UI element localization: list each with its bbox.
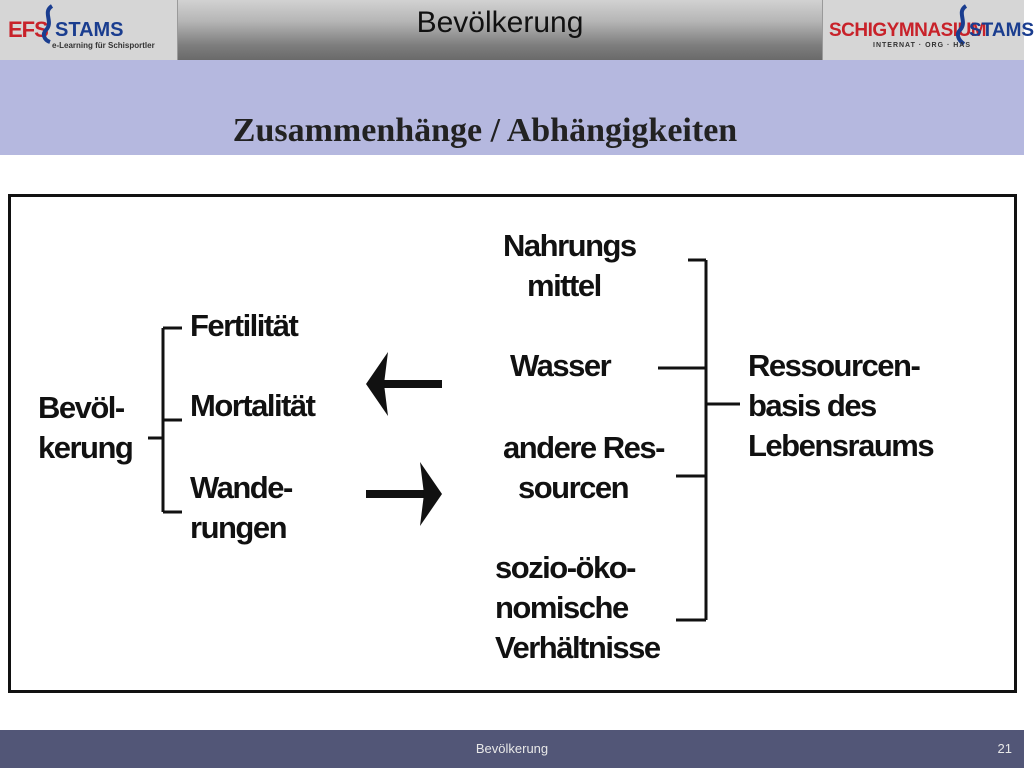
resource-other-line1: andere Res- [503, 430, 664, 465]
resource-other-line2: sourcen [518, 470, 629, 505]
resource-socio-line3: Verhältnisse [495, 630, 660, 665]
logo-right-part2: STAMS [969, 20, 1034, 41]
factor-migration-line1: Wande- [190, 470, 292, 505]
resource-socio-line1: sozio-öko- [495, 550, 635, 585]
factor-mortality: Mortalität [190, 388, 315, 423]
resource-water: Wasser [510, 348, 611, 383]
target-line1: Ressourcen- [748, 348, 920, 383]
factor-migration-line2: rungen [190, 510, 287, 545]
logo-swirl-icon [40, 4, 56, 44]
logo-right-part1: SCHIGYMNASIUM [829, 20, 987, 41]
schigymnasium-logo [822, 0, 1034, 60]
footer-title: Bevölkerung [475, 741, 549, 756]
logo-left-tagline: e-Learning für Schisportler [52, 41, 155, 50]
slide-footer [0, 730, 1024, 768]
app-title: Bevölkerung [416, 6, 584, 39]
target-line3: Lebensraums [748, 428, 934, 463]
efs-stams-logo [0, 0, 178, 60]
root-label-line2: kerung [38, 430, 133, 465]
target-line2: basis des [748, 388, 876, 423]
logo-left-part2: STAMS [55, 19, 124, 41]
logo-right-tagline: INTERNAT · ORG · HAS [873, 42, 972, 49]
title-band [178, 0, 822, 60]
root-label-line1: Bevöl- [38, 390, 124, 425]
logo-left-part1: EFS [8, 17, 48, 42]
factor-fertility: Fertilität [190, 308, 298, 343]
resource-food-line2: mittel [527, 268, 601, 303]
top-bar [0, 0, 1034, 60]
resource-food-line1: Nahrungs [503, 228, 636, 263]
slide-title: Zusammenhänge / Abhängigkeiten [232, 112, 738, 149]
page-number: 21 [997, 741, 1012, 756]
logo-swirl-icon [954, 4, 970, 46]
slide-header [0, 0, 1034, 155]
resource-socio-line2: nomische [495, 590, 628, 625]
